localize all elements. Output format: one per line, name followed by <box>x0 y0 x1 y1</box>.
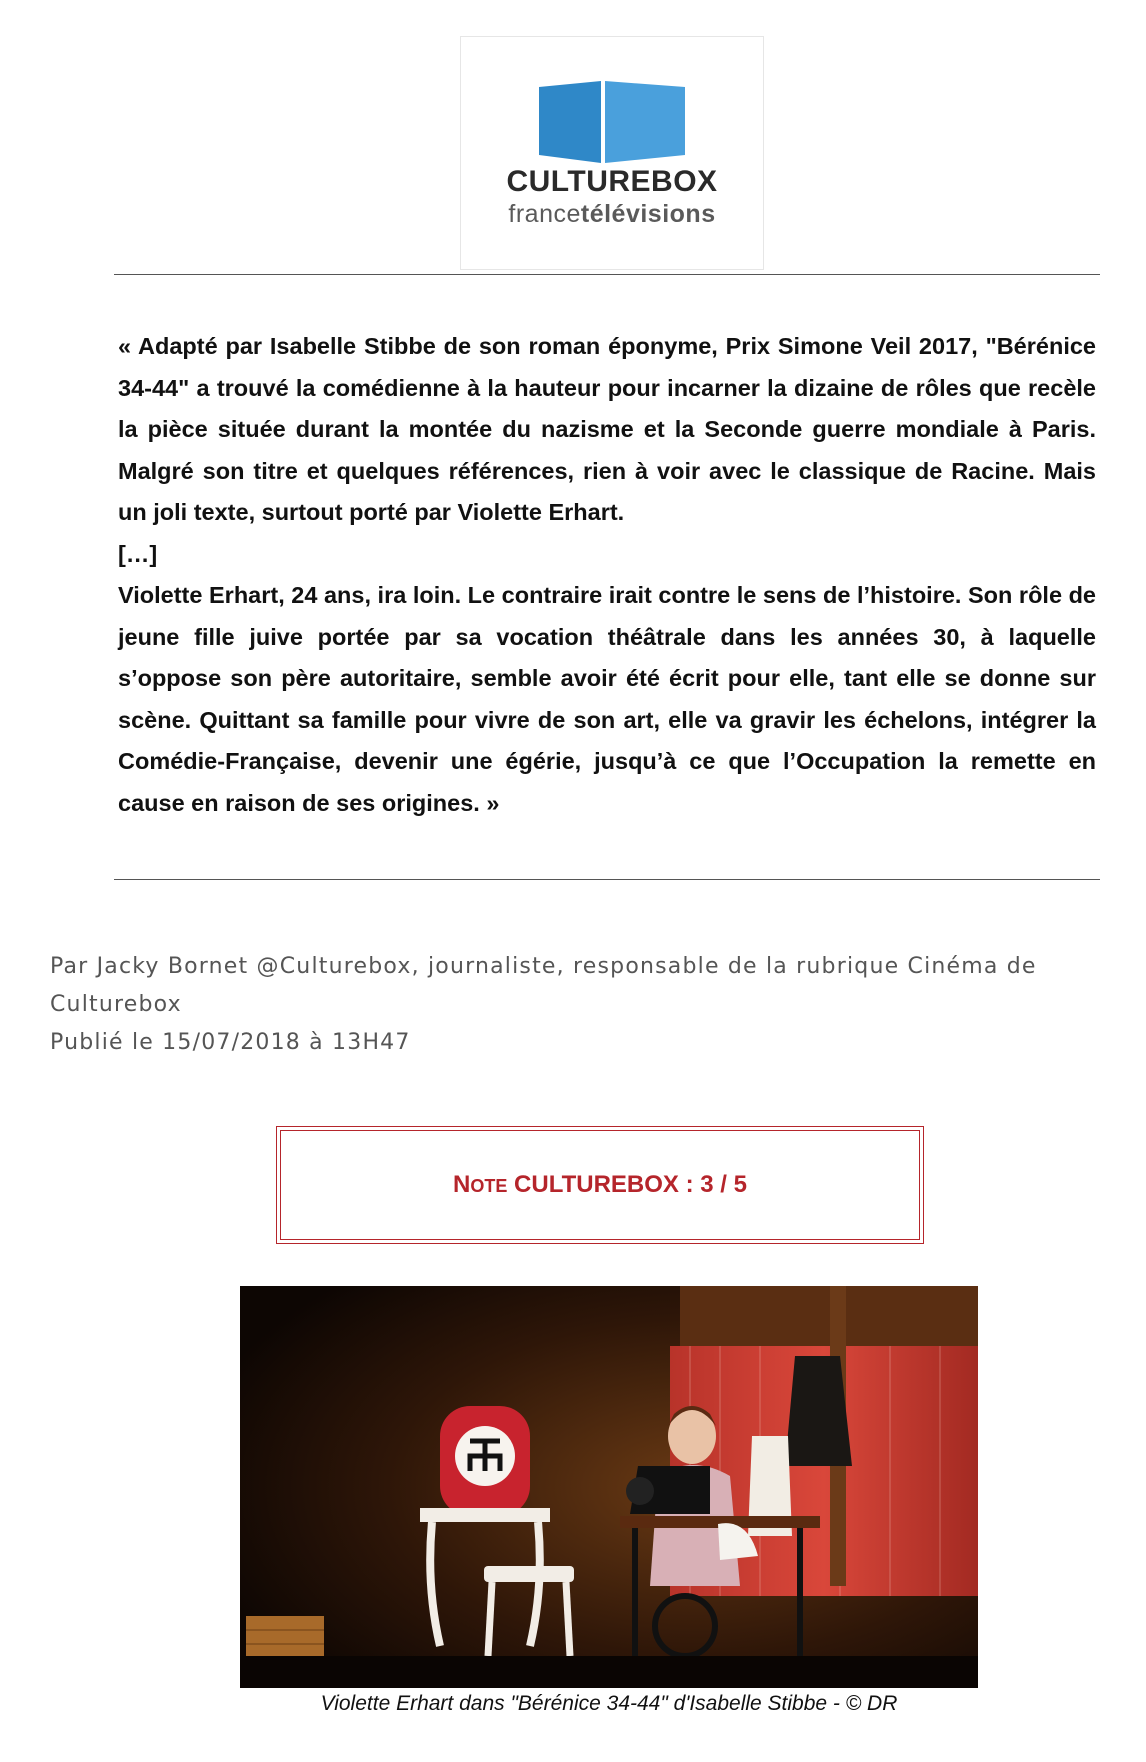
byline-published: Publié le 15/07/2018 à 13H47 <box>50 1030 411 1055</box>
stage-scene-image <box>240 1286 978 1688</box>
rating-text: NOTE CULTUREBOX : 3 / 5 <box>453 1171 747 1198</box>
stage-photo <box>240 1286 978 1688</box>
logo-brand-text: CULTUREBOX <box>506 165 718 198</box>
quote-ellipsis: […] <box>118 540 158 567</box>
byline <box>50 948 1110 1062</box>
culturebox-logo <box>460 36 764 270</box>
culturebox-cube-icon <box>539 81 685 163</box>
rating-box <box>276 1126 924 1244</box>
bottom-divider <box>114 879 1100 880</box>
logo-sub-text: francetélévisions <box>508 200 716 228</box>
byline-author: Par Jacky Bornet @Culturebox, journaliste, responsable de la rubrique Cinéma de Culturebox <box>50 954 1037 1017</box>
quote-paragraph-2: Violette Erhart, 24 ans, ira loin. Le contraire irait contre le sens de l’histoire. Son rôle de jeune fille juive portée par sa vocation théâtrale dans les années 30, à laquelle s’oppose son père autoritaire, semble avoir été écrit pour elle, tant elle se donne sur scène. Quittant sa famille pour vivre de son art, elle va gravir les échelons, intégrer la Comédie-Française, devenir une égérie, jusqu’à ce que l’Occupation la remette en cause en raison de ses origines. » <box>118 582 1096 816</box>
review-quote <box>118 326 1096 824</box>
photo-caption: Violette Erhart dans "Bérénice 34-44" d'Isabelle Stibbe - © DR <box>320 1692 898 1715</box>
top-divider <box>114 274 1100 275</box>
quote-paragraph-1: « Adapté par Isabelle Stibbe de son roman éponyme, Prix Simone Veil 2017, "Bérénice 34-44" a trouvé la comédienne à la hauteur pour incarner la dizaine de rôles que recèle la pièce située durant la montée du nazisme et la Seconde guerre mondiale à Paris. Malgré son titre et quelques références, rien à voir avec le classique de Racine. Mais un joli texte, surtout porté par Violette Erhart. <box>118 333 1096 525</box>
